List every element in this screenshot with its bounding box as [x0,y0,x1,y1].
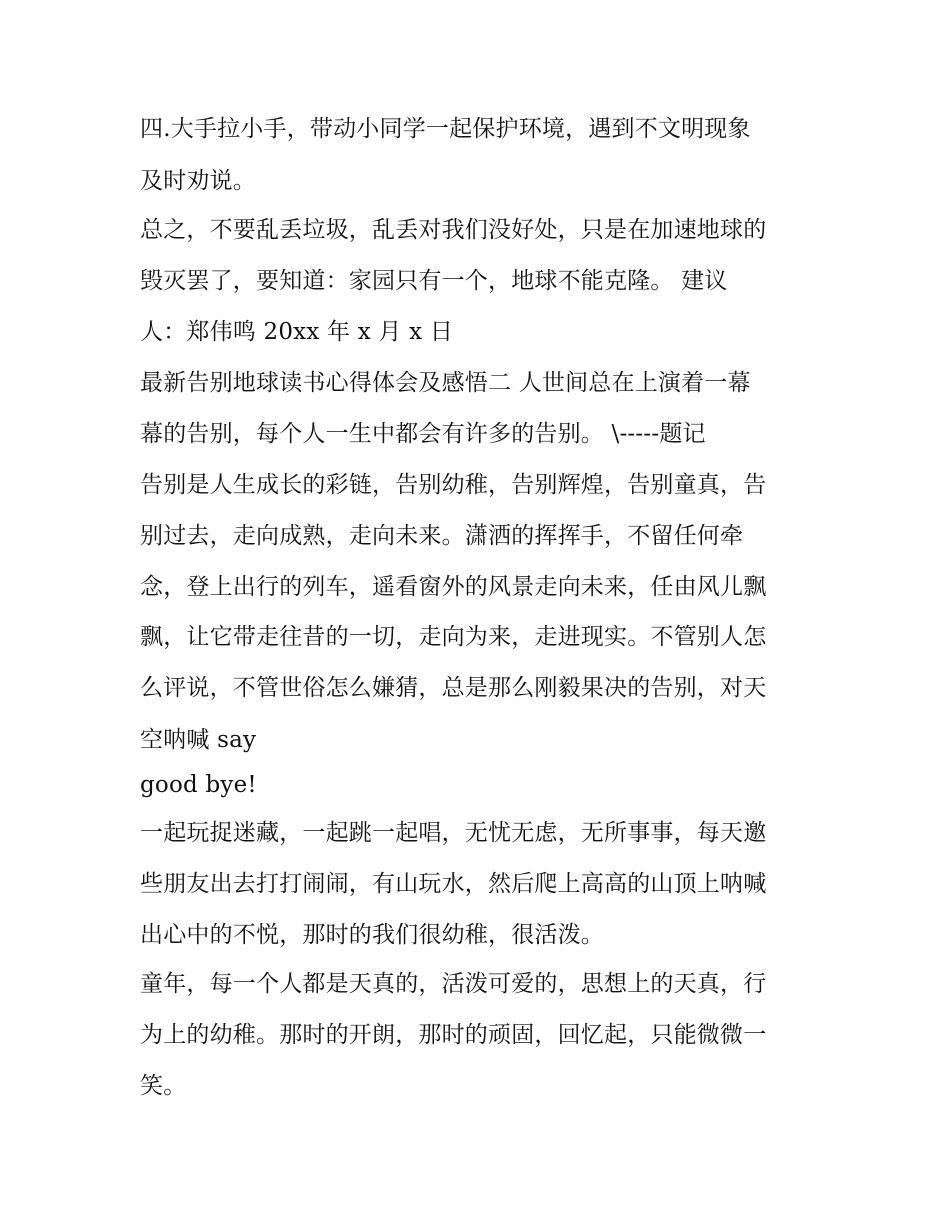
text-line: 人：郑伟鸣 20xx 年 x 月 x 日 [140,319,454,345]
text-line: 幕的告别，每个人一生中都会有许多的告别。 \-----题记 [140,421,706,447]
text-line: 最新告别地球读书心得体会及感悟二 人世间总在上演着一幕 [140,370,751,396]
text-line: 及时劝说。 [140,168,256,194]
text-line: good bye! [140,772,257,798]
text-line: 四.大手拉小手，带动小同学一起保护环境，遇到不文明现象 [140,116,751,142]
text-line: 些朋友出去打打闹闹，有山玩水，然后爬上高高的山顶上呐喊 [140,871,767,897]
text-line: 总之，不要乱丢垃圾，乱丢对我们没好处，只是在加速地球的 [140,217,767,243]
text-line: 别过去，走向成熟，走向未来。潇洒的挥挥手，不留任何牵 [140,523,744,549]
text-line: 空呐喊 say [140,727,257,753]
text-line: 飘，让它带走往昔的一切，走向为来，走进现实。不管别人怎 [140,624,767,650]
text-line: 毁灭罢了，要知道：家园只有一个，地球不能克隆。 建议 [140,268,728,294]
text-line: 么评说，不管世俗怎么嫌猜，总是那么刚毅果决的告别，对天 [140,675,767,701]
text-line: 笑。 [140,1073,187,1099]
text-line: 一起玩捉迷藏，一起跳一起唱，无忧无虑，无所事事，每天邀 [140,820,767,846]
text-line: 告别是人生成长的彩链，告别幼稚，告别辉煌，告别童真，告 [140,472,767,498]
text-line: 念，登上出行的列车，遥看窗外的风景走向未来，任由风儿飘 [140,574,767,600]
text-line: 为上的幼稚。那时的开朗，那时的顽固，回忆起，只能微微一 [140,1022,767,1048]
text-line: 出心中的不悦，那时的我们很幼稚，很活泼。 [140,922,604,948]
text-line: 童年，每一个人都是天真的，活泼可爱的，思想上的天真，行 [140,971,767,997]
